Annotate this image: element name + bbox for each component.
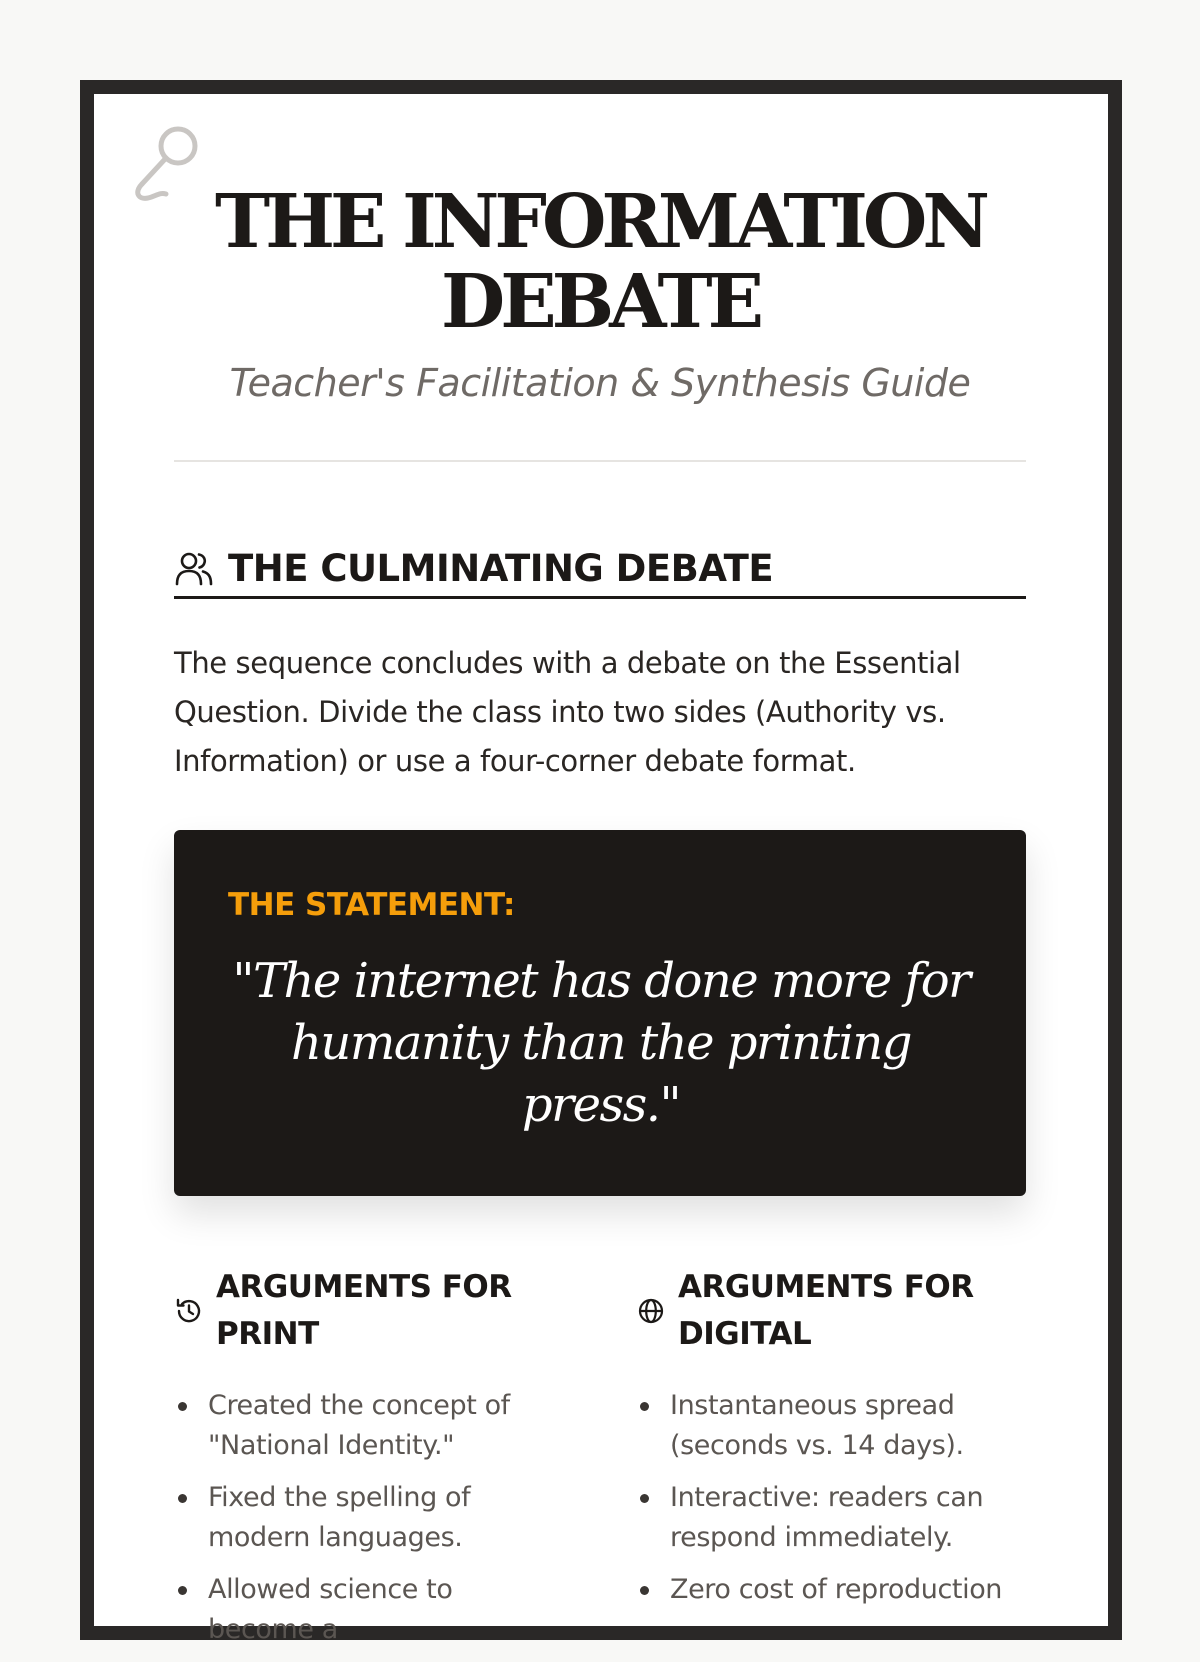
page-subtitle: Teacher's Facilitation & Synthesis Guide bbox=[229, 361, 971, 405]
history-icon bbox=[174, 1296, 204, 1326]
statement-label: THE STATEMENT: bbox=[228, 887, 515, 923]
list-item: Allowed science to become a bbox=[174, 1570, 564, 1650]
arguments-digital-heading bbox=[636, 1264, 1026, 1358]
statement-callout bbox=[174, 830, 1026, 1196]
list-item: Zero cost of reproduction bbox=[636, 1570, 1026, 1610]
arguments-digital-column bbox=[636, 1264, 1026, 1662]
guide-content bbox=[174, 94, 1026, 1662]
arguments-digital-title: ARGUMENTS FOR DIGITAL bbox=[678, 1269, 974, 1352]
arguments-print-column bbox=[174, 1264, 564, 1662]
list-item: Fixed the spelling of modern languages. bbox=[174, 1478, 564, 1558]
arguments-digital-list bbox=[636, 1386, 1026, 1610]
globe-icon bbox=[636, 1296, 666, 1326]
guide-card bbox=[80, 80, 1122, 1645]
arguments-print-list bbox=[174, 1386, 564, 1650]
arguments-print-heading bbox=[174, 1264, 564, 1358]
section-heading-debate bbox=[174, 546, 1026, 599]
debate-intro-text: The sequence concludes with a debate on the Essential Question. Divide the class into two sides (Authority vs. Information) or use a four-corner debate format. bbox=[174, 646, 961, 778]
page-title: THE INFORMATION DEBATE bbox=[215, 179, 985, 345]
list-item: Instantaneous spread (seconds vs. 14 days). bbox=[636, 1386, 1026, 1466]
section-title: THE CULMINATING DEBATE bbox=[228, 547, 774, 590]
statement-quote: "The internet has done more for humanity than the printing press." bbox=[232, 953, 970, 1133]
divider bbox=[174, 460, 1026, 462]
arguments-print-title: ARGUMENTS FOR PRINT bbox=[216, 1269, 512, 1352]
arguments-columns bbox=[174, 1264, 1026, 1662]
list-item: Created the concept of "National Identity." bbox=[174, 1386, 564, 1466]
list-item: Interactive: readers can respond immediately. bbox=[636, 1478, 1026, 1558]
users-icon bbox=[174, 549, 214, 589]
